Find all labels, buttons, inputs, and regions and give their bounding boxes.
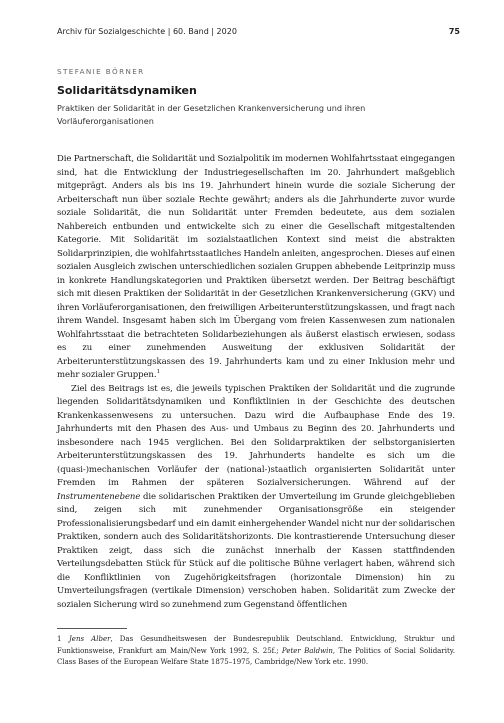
running-head: [57, 27, 460, 36]
journal-title: Archiv für Sozialgeschichte | 60. Band | 2020: [57, 27, 237, 36]
footnote-text: , Das Gesundheitswesen der Bundesrepublik Deutschland. Entwicklung, Struktur und Funktionsweise, Frankfurt am Main/New York 1992, S. 25f.;: [57, 635, 455, 655]
paragraph-text: Die Partnerschaft, die Solidarität und Sozialpolitik im modernen Wohlfahrtsstaat eingegangen sind, hat die Entwicklung der Industriegesellschaften im 20. Jahrhundert maßgeblich mitgeprägt. Anders als bis ins 19. Jahrhundert hinein wurde die soziale Sicherung der Arbeiterschaft nun über soziale Rechte gewährt; anders als die Jahrhunderte zuvor wurde soziale Solidarität, die nun Solidarität unter Fremden bedeutete, aus dem sozialen Nahbereich entbunden und entwickelte sich zu einer die Gesellschaft mitgestaltenden Kategorie. Mit Solidarität im sozialstaatlichen Kontext sind meist die abstrakten Solidarprinzipien, die wohlfahrtsstaatliches Handeln anleiten, angesprochen. Dieses auf einen sozialen Ausgleich zwischen unterschiedlichen sozialen Gruppen abhebende Leitprinzip muss in konkrete Handlungskategorien und Praktiken übersetzt werden. Der Beitrag beschäftigt sich mit diesen Praktiken der Solidarität in der Gesetzlichen Krankenversicherung (GKV) und ihren Vorläuferorganisationen, den freiwilligen Arbeiterunterstützungskassen, und fragt nach ihrem Wandel. Insgesamt haben sich im Übergang vom freien Kassenwesen zum nationalen Wohlfahrtsstaat die betrachteten Solidarbeziehungen als äußerst elastisch erwiesen, sodass es zu einer zunehmenden Ausweitung der exklusiven Solidarität der Arbeiterunterstützungskassen des 19. Jahrhunderts kam und zu einer Inklusion mehr und mehr sozialer Gruppen.: [57, 154, 455, 380]
body-paragraph: [57, 383, 455, 613]
article-body: [57, 153, 455, 612]
page-number: 75: [448, 27, 460, 36]
footnote-number: 1: [57, 635, 62, 643]
footnote-divider: [57, 628, 127, 629]
emphasis-term: Instrumentenebene: [57, 491, 141, 502]
article-title: Solidaritätsdynamiken: [57, 84, 197, 97]
article-subtitle: Praktiken der Solidarität in der Gesetzlichen Krankenversicherung und ihren Vorläuferorganisationen: [57, 103, 366, 126]
paragraph-text: die solidarischen Praktiken der Umverteilung im Grunde gleichgeblieben sind, zeigen sich mit zunehmender Organisationsgröße ein steigender Professionalisierungsbedarf und ein damit einhergehender Wandel nicht nur der solidarischen Praktiken, sondern auch des Solidaritätshorizonts. Die kontrastierende Untersuchung dieser Praktiken zeigt, dass sich die zunächst innerhalb der Kassen stattfindenden Verteilungsdebatten Stück für Stück auf die politische Bühne verlagert haben, während sich die Konfliktlinien von Zugehörigkeitsfragen (horizontale Dimension) hin zu Umverteilungsfragen (vertikale Dimension) verschoben haben. Solidarität zum Zwecke der sozialen Sicherung wird so zunehmend zum Gegenstand öffentlichen: [57, 491, 455, 610]
footnote-author: Peter Baldwin: [281, 646, 333, 655]
footnote-reference[interactable]: 1: [156, 369, 161, 376]
footnote-text: , The Politics of Social Solidarity. Class Bases of the European Welfare State 1875–1975, Cambridge/New York etc. 1990.: [57, 646, 456, 666]
body-paragraph: [57, 153, 455, 383]
footnote-author: Jens Alber: [69, 635, 111, 643]
paragraph-text: Ziel des Beitrags ist es, die jeweils typischen Praktiken der Solidarität und die zugrunde liegenden Solidaritätsdynamiken und Konfliktlinien in der Geschichte des deutschen Krankenkassenwesens zu untersuchen. Dazu wird die Aufbauphase Ende des 19. Jahrhunderts mit den Phasen des Aus- und Umbaus zu Beginn des 20. Jahrhunderts und insbesondere nach 1945 verglichen. Bei den Solidarpraktiken der selbstorganisierten Arbeiterunterstützungskassen des 19. Jahrhunderts handelte es sich um die (quasi-)mechanischen Vorläufer der (national-)staatlich organisierten Solidarität unter Fremden im Rahmen der späteren Sozialversicherungen. Während auf der: [57, 383, 455, 488]
article-author: STEFANIE BÖRNER: [57, 67, 145, 76]
footnote: [57, 634, 455, 669]
